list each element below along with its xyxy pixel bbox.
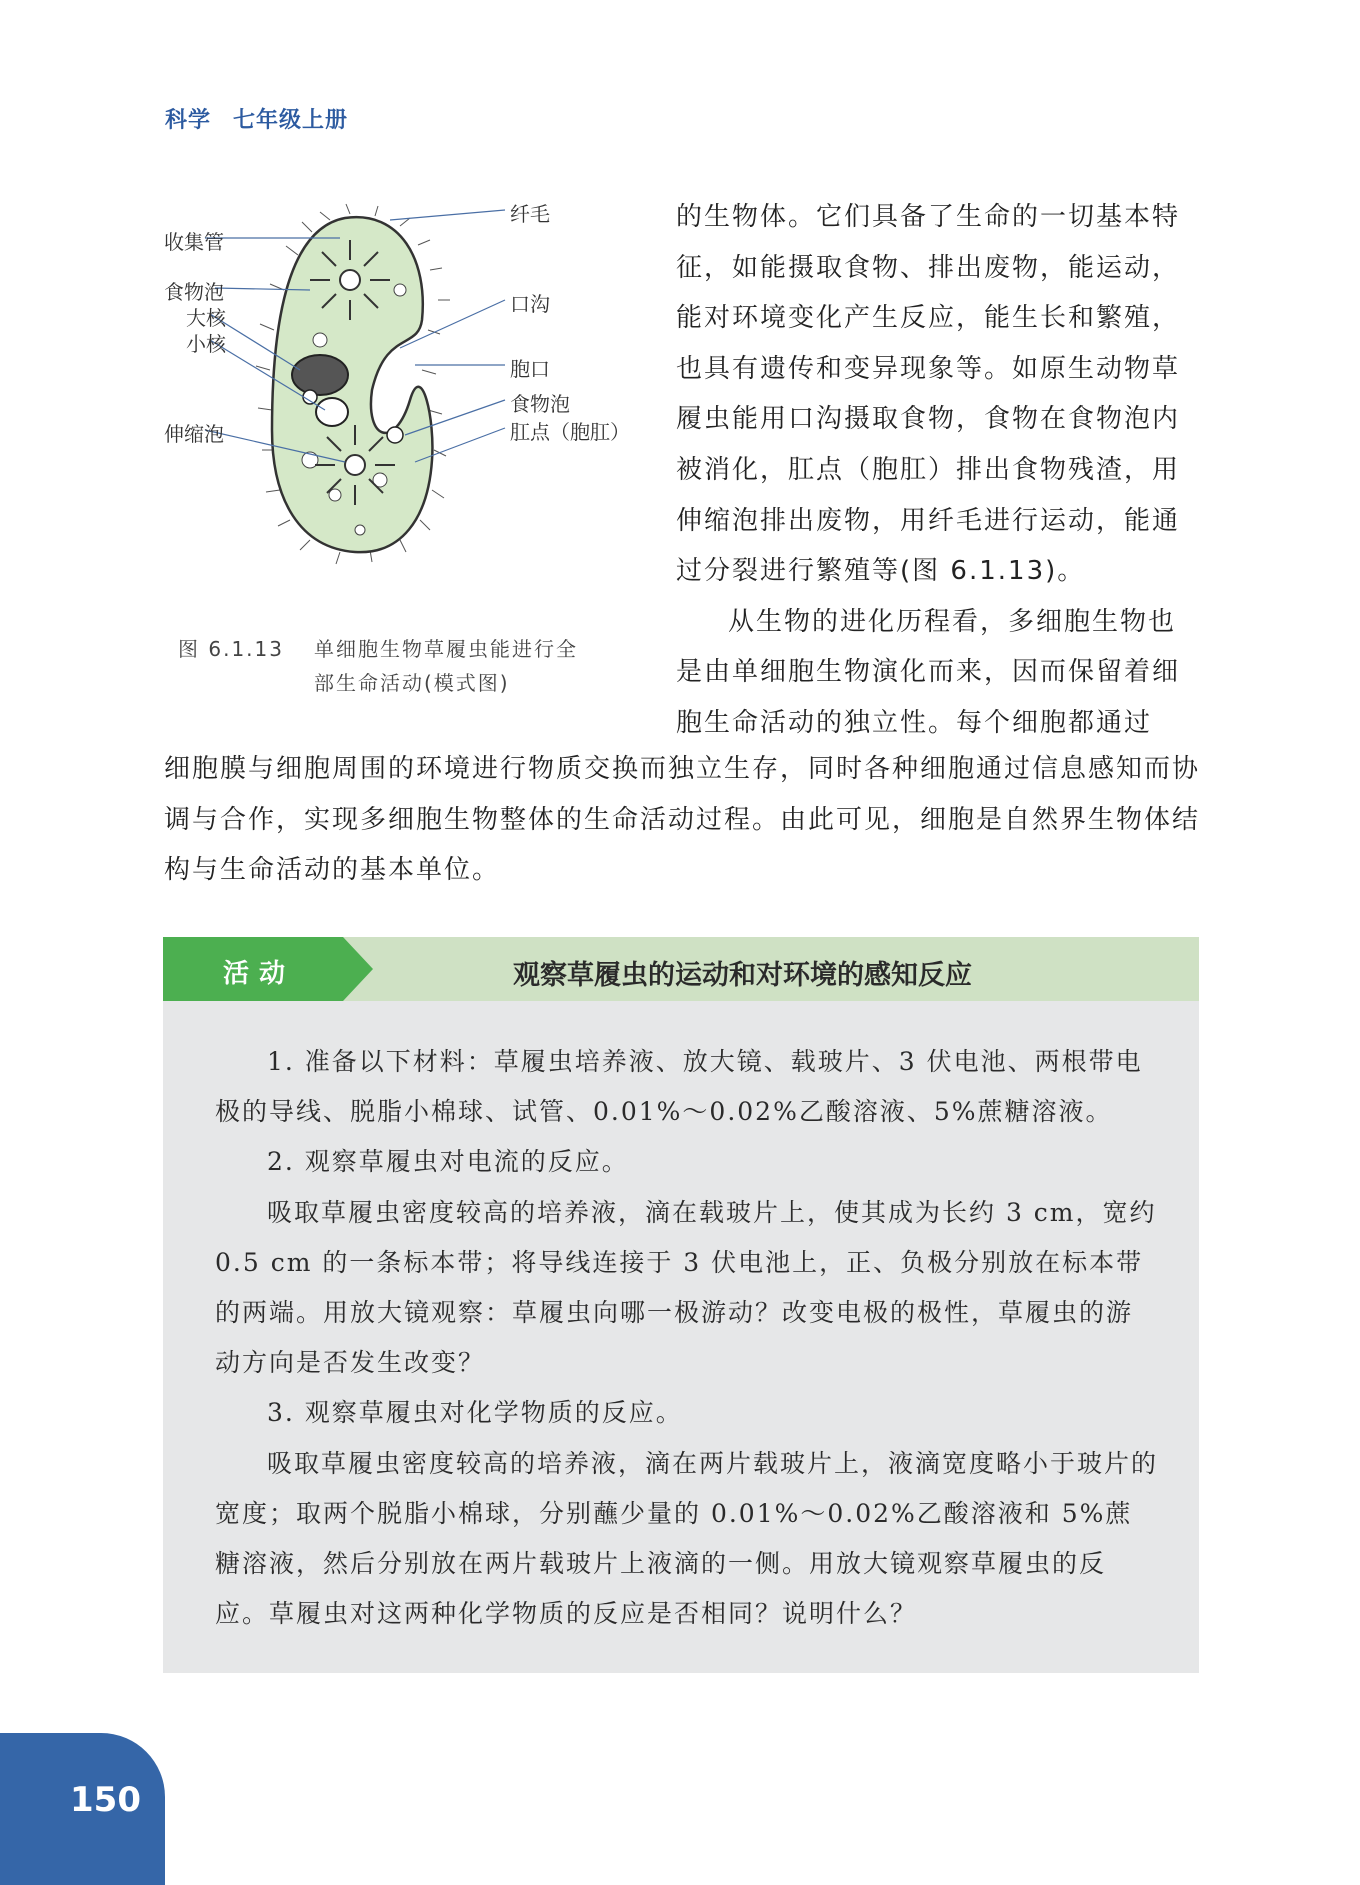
label-food-vacuole-left: 食物泡 xyxy=(164,280,224,304)
label-oral-groove: 口沟 xyxy=(510,292,550,316)
caption-line1: 单细胞生物草履虫能进行全 xyxy=(314,637,578,661)
right-paragraph-1: 的生物体。它们具备了生命的一切基本特征，如能摄取食物、排出废物，能运动，能对环境变化产生反应，能生长和繁殖，也具有遗传和变异现象等。如原生动物草履虫能用口沟摄取食物，食物在食物泡内被消化，肛点（胞肛）排出食物残渣，用伸缩泡排出废物，用纤毛进行运动，能通过分裂进行繁殖等(图 6.1.13)。 xyxy=(676,202,1181,587)
full-width-text xyxy=(164,744,1200,896)
label-anal-pore: 肛点（胞肛） xyxy=(510,420,630,444)
caption-number: 图 6.1.13 xyxy=(178,637,284,661)
micronucleus xyxy=(316,398,348,426)
macronucleus xyxy=(292,355,348,395)
activity-step-2-detail: 吸取草履虫密度较高的培养液，滴在载玻片上，使其成为长约 3 cm，宽约 0.5 cm 的一条标本带；将导线连接于 3 伏电池上，正、负极分别放在标本带的两端。用放大镜观察：草履虫向哪一极游动？改变电极的极性，草履虫的游动方向是否发生改变？ xyxy=(215,1197,1157,1378)
label-cytostome: 胞口 xyxy=(510,357,550,381)
right-paragraph-2: 从生物的进化历程看，多细胞生物也是由单细胞生物演化而来，因而保留着细胞生命活动的独立性。每个细胞都通过 xyxy=(676,606,1181,738)
label-micronucleus: 小核 xyxy=(186,332,226,356)
activity-step-3-detail: 吸取草履虫密度较高的培养液，滴在两片载玻片上，液滴宽度略小于玻片的宽度；取两个脱脂小棉球，分别蘸少量的 0.01%～0.02%乙酸溶液和 5%蔗糖溶液，然后分别放在两片载玻片上液滴的一侧。用放大镜观察草履虫的反应。草履虫对这两种化学物质的反应是否相同？说明什么？ xyxy=(215,1448,1159,1629)
label-food-vacuole-right: 食物泡 xyxy=(510,392,570,416)
label-contractile-vacuole: 伸缩泡 xyxy=(164,422,224,446)
activity-body xyxy=(215,1037,1159,1639)
activity-tag xyxy=(163,937,373,1001)
activity-header xyxy=(163,937,1199,1001)
activity-box xyxy=(163,937,1199,1673)
full-paragraph: 细胞膜与细胞周围的环境进行物质交换而独立生存，同时各种细胞通过信息感知而协调与合作，实现多细胞生物整体的生命活动过程。由此可见，细胞是自然界生物体结构与生命活动的基本单位。 xyxy=(164,754,1201,886)
activity-step-1: 1. 准备以下材料：草履虫培养液、放大镜、载玻片、3 伏电池、两根带电极的导线、脱脂小棉球、试管、0.01%～0.02%乙酸溶液、5%蔗糖溶液。 xyxy=(215,1047,1143,1127)
label-collecting-canal: 收集管 xyxy=(164,230,224,254)
contractile-vacuole-bottom xyxy=(315,425,395,505)
caption-line2: 部生命活动(模式图) xyxy=(314,671,510,695)
activity-step-2: 2. 观察草履虫对电流的反应。 xyxy=(267,1147,629,1177)
activity-title: 观察草履虫的运动和对环境的感知反应 xyxy=(513,960,972,991)
label-cilia: 纤毛 xyxy=(510,202,550,226)
figure-caption xyxy=(178,632,648,700)
running-header xyxy=(165,103,348,134)
label-macronucleus: 大核 xyxy=(186,306,226,330)
activity-tag-label: 活动 xyxy=(223,959,296,989)
contractile-vacuole-top xyxy=(310,240,390,320)
header-subject: 科学 xyxy=(165,108,212,133)
activity-step-3: 3. 观察草履虫对化学物质的反应。 xyxy=(267,1398,683,1428)
header-grade: 七年级上册 xyxy=(233,108,349,133)
right-column-text xyxy=(676,192,1200,749)
page-number: 150 xyxy=(70,1780,141,1820)
